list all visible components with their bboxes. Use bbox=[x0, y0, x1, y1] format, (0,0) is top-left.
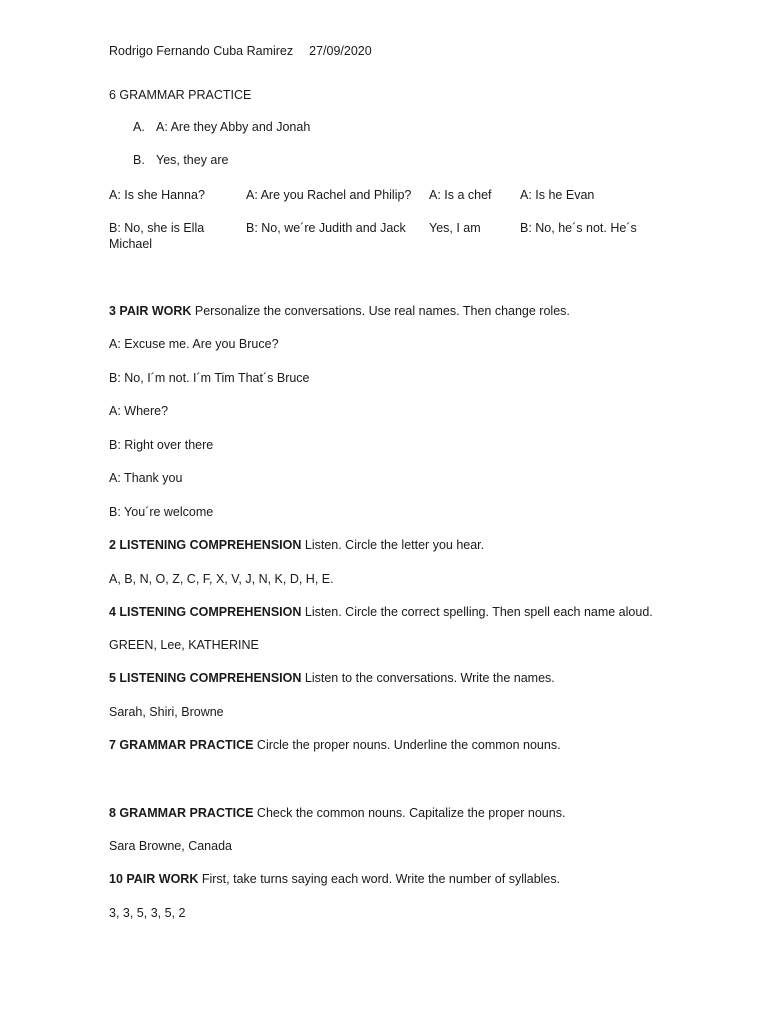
list-item bbox=[133, 120, 310, 134]
section-5-title bbox=[109, 670, 555, 686]
section-4-title bbox=[109, 604, 653, 620]
document-date: 27/09/2020 bbox=[309, 44, 372, 58]
section-7-title-bold: 7 GRAMMAR PRACTICE bbox=[109, 738, 254, 752]
dialogue-line: B: Right over there bbox=[109, 438, 214, 452]
answer-4: B: No, he´s not. He´s bbox=[520, 221, 637, 235]
question-2: A: Are you Rachel and Philip? bbox=[246, 188, 412, 202]
dialogue-line: A: Thank you bbox=[109, 471, 183, 485]
section-10-title-bold: 10 PAIR WORK bbox=[109, 872, 199, 886]
section-5-answer: Sarah, Shiri, Browne bbox=[109, 705, 224, 719]
list-letter: B. bbox=[133, 153, 145, 167]
list-text: Yes, they are bbox=[156, 153, 229, 167]
section-4-answer: GREEN, Lee, KATHERINE bbox=[109, 638, 259, 652]
section-4-title-rest: Listen. Circle the correct spelling. Then spell each name aloud. bbox=[301, 605, 653, 619]
list-text: A: Are they Abby and Jonah bbox=[156, 120, 311, 134]
section-5-title-rest: Listen to the conversations. Write the names. bbox=[301, 671, 555, 685]
question-1: A: Is she Hanna? bbox=[109, 188, 205, 202]
section-8-title bbox=[109, 805, 565, 821]
answer-3: Yes, I am bbox=[429, 221, 481, 235]
document-header bbox=[109, 43, 372, 59]
section-3-title bbox=[109, 303, 570, 319]
section-2-title-bold: 2 LISTENING COMPREHENSION bbox=[109, 538, 302, 552]
section-8-title-rest: Check the common nouns. Capitalize the proper nouns. bbox=[253, 806, 566, 820]
answer-1-continuation: Michael bbox=[109, 237, 153, 251]
answer-1: B: No, she is Ella bbox=[109, 221, 205, 235]
section-8-answer: Sara Browne, Canada bbox=[109, 839, 232, 853]
section-3-title-bold: 3 PAIR WORK bbox=[109, 304, 192, 318]
section-10-answer: 3, 3, 5, 3, 5, 2 bbox=[109, 906, 186, 920]
section-2-answer: A, B, N, O, Z, C, F, X, V, J, N, K, D, H, E. bbox=[109, 572, 334, 586]
dialogue-line: A: Where? bbox=[109, 404, 169, 418]
list-item bbox=[133, 153, 229, 167]
section-10-title-rest: First, take turns saying each word. Write the number of syllables. bbox=[198, 872, 561, 886]
section-10-title bbox=[109, 871, 560, 887]
section-7-title-rest: Circle the proper nouns. Underline the common nouns. bbox=[253, 738, 561, 752]
section-3-title-rest: Personalize the conversations. Use real names. Then change roles. bbox=[191, 304, 570, 318]
dialogue-line: A: Excuse me. Are you Bruce? bbox=[109, 337, 279, 351]
list-letter: A. bbox=[133, 120, 145, 134]
question-3: A: Is a chef bbox=[429, 188, 492, 202]
section-4-title-bold: 4 LISTENING COMPREHENSION bbox=[109, 605, 302, 619]
question-4: A: Is he Evan bbox=[520, 188, 595, 202]
section-2-title bbox=[109, 537, 484, 553]
dialogue-line: B: You´re welcome bbox=[109, 505, 214, 519]
section-7-title bbox=[109, 737, 561, 753]
answer-2: B: No, we´re Judith and Jack bbox=[246, 221, 406, 235]
section-8-title-bold: 8 GRAMMAR PRACTICE bbox=[109, 806, 254, 820]
section-6-title: 6 GRAMMAR PRACTICE bbox=[109, 88, 252, 102]
author-name: Rodrigo Fernando Cuba Ramirez bbox=[109, 44, 294, 58]
section-5-title-bold: 5 LISTENING COMPREHENSION bbox=[109, 671, 302, 685]
dialogue-line: B: No, I´m not. I´m Tim That´s Bruce bbox=[109, 371, 310, 385]
section-2-title-rest: Listen. Circle the letter you hear. bbox=[301, 538, 485, 552]
